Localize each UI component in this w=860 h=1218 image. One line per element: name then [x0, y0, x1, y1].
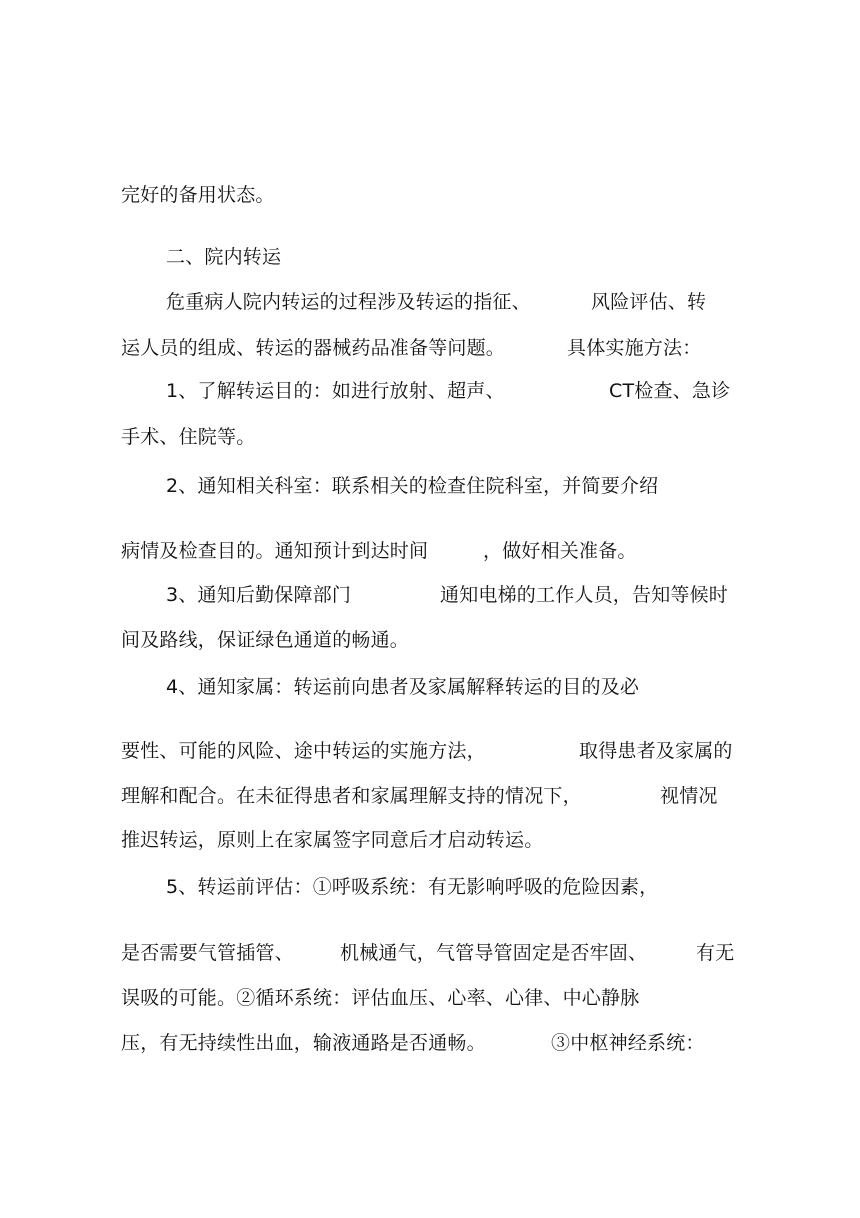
text-segment: 具体实施方法： [567, 337, 702, 359]
text-segment: 通知电梯的工作人员，告知等候时 [440, 584, 729, 606]
text-line [551, 1032, 705, 1054]
text-line [121, 426, 255, 448]
text-segment: 完好的备用状态。 [121, 184, 275, 206]
text-segment: 取得患者及家属的 [579, 740, 733, 762]
text-segment: ③中枢神经系统： [551, 1032, 705, 1054]
text-line [609, 380, 730, 402]
text-segment: CT [609, 380, 635, 402]
text-segment: 、通知家属：转运前向患者及家属解释转运的目的及必 [178, 676, 640, 698]
item-number: 4 [166, 676, 179, 698]
text-line [591, 291, 706, 313]
text-line [121, 829, 543, 851]
text-segment: 运人员的组成、转运的器械药品准备等问题。 [121, 337, 506, 359]
text-line [483, 540, 637, 562]
text-line [166, 291, 531, 313]
list-item-line [166, 475, 658, 497]
text-line [121, 337, 505, 359]
list-item-line [166, 676, 639, 698]
text-segment: 要性、可能的风险、途中转运的实施方法， [121, 740, 486, 762]
text-segment: 检查、急诊 [634, 380, 731, 402]
text-segment: 间及路线，保证绿色通道的畅通。 [121, 629, 410, 651]
text-line [567, 337, 701, 359]
text-line [440, 584, 728, 606]
text-segment: 压，有无持续性出血，输液通路是否通畅。 [121, 1032, 486, 1054]
text-segment: 机械通气，气管导管固定是否牢固、 [340, 942, 648, 964]
text-segment: 手术、住院等。 [121, 426, 256, 448]
text-segment: 、转运前评估：①呼吸系统：有无影响呼吸的危险因素， [178, 876, 659, 898]
text-segment: ，做好相关准备。 [483, 540, 637, 562]
text-line [340, 942, 647, 964]
text-segment: 、通知相关科室：联系相关的检查住院科室，并简要介绍 [178, 475, 659, 497]
text-line [121, 740, 486, 762]
list-item-line [166, 380, 505, 402]
text-segment: 视情况 [660, 785, 718, 807]
item-number: 1 [166, 380, 179, 402]
text-segment: 、通知后勤保障部门 [178, 584, 352, 606]
text-line [579, 740, 733, 762]
list-item-line [166, 876, 658, 898]
text-line [121, 942, 294, 964]
text-segment: 风险评估、转 [591, 291, 707, 313]
text-line [121, 629, 409, 651]
item-number: 5 [166, 876, 179, 898]
text-segment: 二、院内转运 [166, 246, 282, 268]
text-line [121, 540, 428, 562]
section-heading [166, 246, 281, 268]
text-segment: 、了解转运目的：如进行放射、超声、 [178, 380, 505, 402]
text-segment: 危重病人院内转运的过程涉及转运的指征、 [166, 291, 531, 313]
text-line [121, 1032, 486, 1054]
text-line [121, 184, 275, 206]
text-segment: 病情及检查目的。通知预计到达时间 [121, 540, 429, 562]
text-line [696, 942, 734, 964]
text-line [121, 987, 639, 1009]
text-segment: 有无 [696, 942, 735, 964]
list-item-line [166, 584, 351, 606]
text-line [660, 785, 718, 807]
text-segment: 推迟转运，原则上在家属签字同意后才启动转运。 [121, 829, 544, 851]
text-segment: 理解和配合。在未征得患者和家属理解支持的情况下， [121, 785, 582, 807]
text-line [121, 785, 582, 807]
item-number: 3 [166, 584, 179, 606]
item-number: 2 [166, 475, 179, 497]
text-segment: 是否需要气管插管、 [121, 942, 294, 964]
text-segment: 误吸的可能。②循环系统：评估血压、心率、心律、中心静脉 [121, 987, 640, 1009]
